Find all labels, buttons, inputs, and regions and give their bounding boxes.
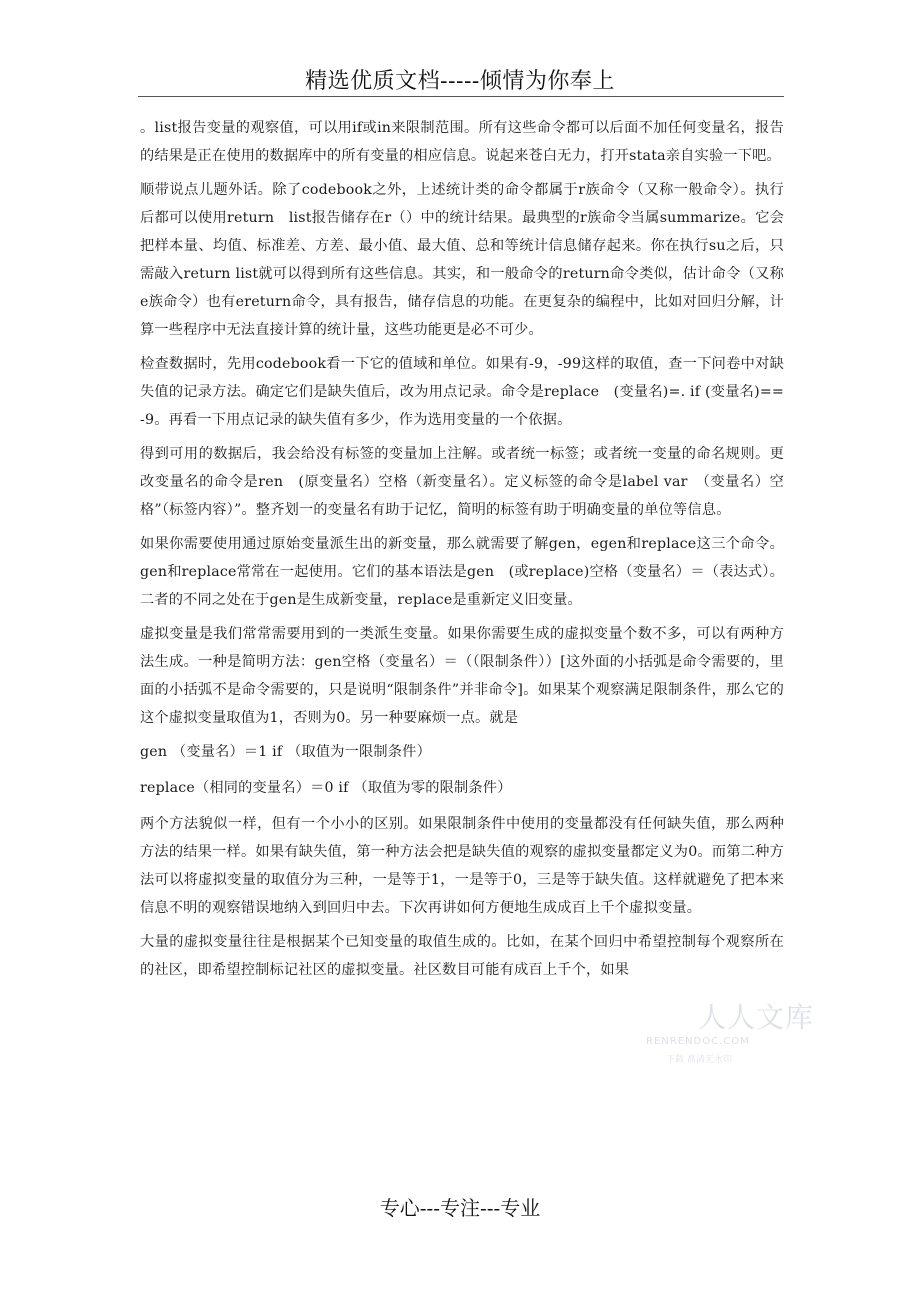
paragraph-1: 。list报告变量的观察值，可以用if或in来限制范围。所有这些命令都可以后面不加任何变量名，报告的结果是正在使用的数据库中的所有变量的相应信息。说起来苍白无力，打开stata亲自实验一下吧。 — [140, 120, 784, 164]
page-footer-text: 专心---专注---专业 — [379, 1196, 541, 1220]
page-header-title: 精选优质文档-----倾情为你奉上 — [305, 69, 615, 94]
header-divider — [138, 96, 784, 97]
code-line-gen: gen （变量名）＝1 if （取值为一限制条件） — [140, 744, 431, 760]
paragraph-8: 大量的虚拟变量往往是根据某个已知变量的取值生成的。比如，在某个回归中希望控制每个观察所在的社区，即希望控制标记社区的虚拟变量。社区数目可能有成百上千个，如果 — [140, 934, 784, 978]
paragraph-5: 如果你需要使用通过原始变量派生出的新变量，那么就需要了解gen，egen和replace这三个命令。gen和replace常常在一起使用。它们的基本语法是gen (或replace)空格（变量名）＝（表达式）。二者的不同之处在于gen是生成新变量，replace是重新定义旧变量。 — [140, 536, 784, 608]
watermark-site-text: RENRENDOC.COM — [646, 1036, 750, 1047]
code-line-replace: replace（相同的变量名）＝0 if （取值为零的限制条件） — [140, 780, 512, 796]
paragraph-7: 两个方法貌似一样，但有一个小小的区别。如果限制条件中使用的变量都没有任何缺失值，那么两种方法的结果一样。如果有缺失值，第一种方法会把是缺失值的观察的虚拟变量都定义为0。而第二种方法可以将虚拟变量的取值分为三种，一是等于1，一是等于0，三是等于缺失值。这样就避免了把本来信息不明的观察错误地纳入到回归中去。下次再讲如何方便地生成成百上千个虚拟变量。 — [140, 816, 784, 916]
paragraph-2: 顺带说点儿题外话。除了codebook之外，上述统计类的命令都属于r族命令（又称一般命令）。执行后都可以使用return list报告储存在r（）中的统计结果。最典型的r族命令当属summarize。它会把样本量、均值、标准差、方差、最小值、最大值、总和等统计信息储存起来。你在执行su之后，只需敲入return list就可以得到所有这些信息。其实，和一般命令的return命令类似，估计命令（又称e族命令）也有ereturn命令，具有报告，储存信息的功能。在更复杂的编程中，比如对回归分解，计算一些程序中无法直接计算的统计量，这些功能更是必不可少。 — [140, 182, 784, 338]
paragraph-4: 得到可用的数据后，我会给没有标签的变量加上注解。或者统一标签；或者统一变量的命名规则。更改变量名的命令是ren (原变量名）空格（新变量名）。定义标签的命令是label var （变量名）空格”（标签内容）”。整齐划一的变量名有助于记忆，简明的标签有助于明确变量的单位等信息。 — [140, 446, 784, 518]
watermark-logo — [646, 996, 815, 1076]
watermark-tag-text: 下载 高清无水印 — [666, 1055, 732, 1065]
document-body — [140, 114, 784, 990]
paragraph-3: 检查数据时，先用codebook看一下它的值域和单位。如果有-9，-99这样的取值，查一下问卷中对缺失值的记录方法。确定它们是缺失值后，改为用点记录。命令是replace (变量名)=. if (变量名)==-9。再看一下用点记录的缺失值有多少，作为选用变量的一个依据。 — [140, 356, 784, 428]
paragraph-6: 虚拟变量是我们常常需要用到的一类派生变量。如果你需要生成的虚拟变量个数不多，可以有两种方法生成。一种是简明方法：gen空格（变量名）＝（（限制条件））[这外面的小括弧是命令需要的，里面的小括弧不是命令需要的，只是说明“限制条件”并非命令]。如果某个观察满足限制条件，那么它的这个虚拟变量取值为1，否则为0。另一种要麻烦一点。就是 — [140, 626, 784, 726]
watermark-logo-text: 人人文库 — [698, 1001, 815, 1034]
